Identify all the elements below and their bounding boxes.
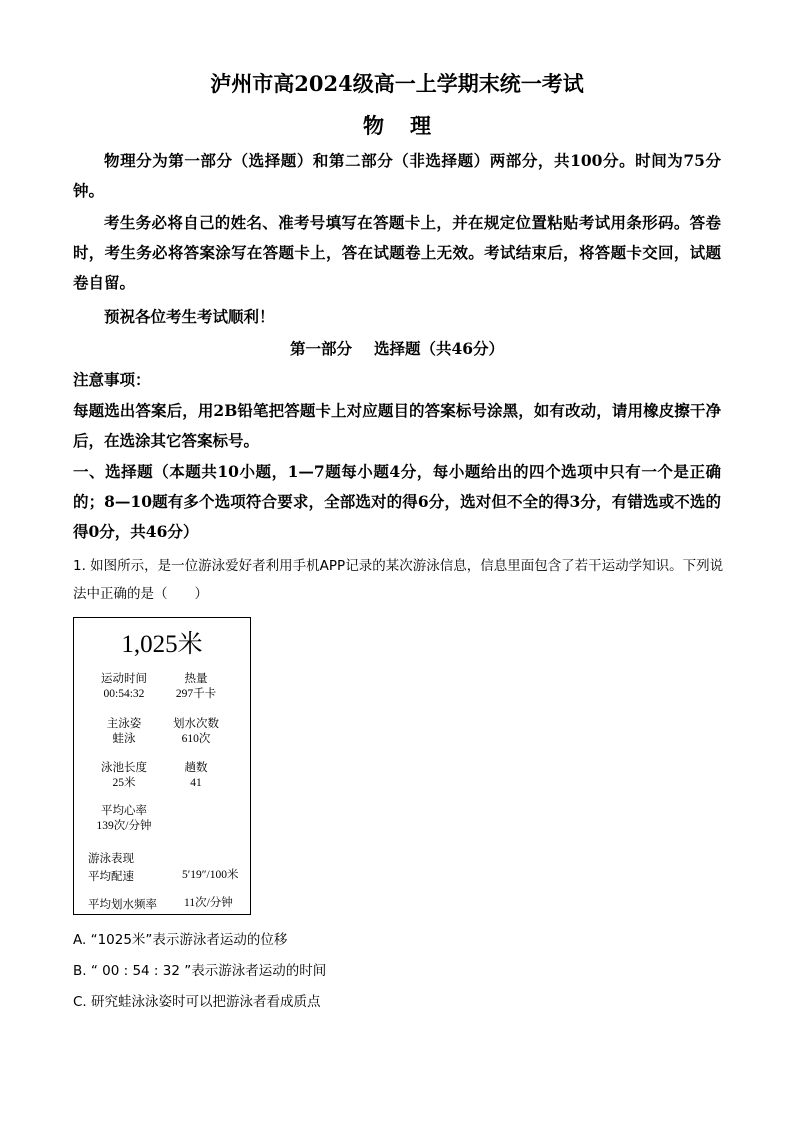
pace-value: 5′19″/100米 — [182, 869, 239, 881]
pool-label: 泳池长度 — [101, 762, 147, 774]
figure-stroke-count — [166, 717, 226, 747]
figure-calories — [166, 672, 226, 702]
part-one-instructions: 一、选择题（本题共10小题，1—7题每小题4分，每小题给出的四个选项中只有一个是正确的；8—10题有多个选项符合要求，全部选对的得6分，选对但不全的得3分，有错选或不选的得0分，共46分） — [73, 462, 721, 541]
notes-body: 每题选出答案后，用2B铅笔把答题卡上对应题目的答案标号涂黑，如有改动，请用橡皮擦干净后，在选涂其它答案标号。 — [73, 401, 721, 450]
option-c: C. 研究蛙泳泳姿时可以把游泳者看成质点 — [73, 994, 321, 1010]
pace-label: 平均配速 — [88, 871, 134, 883]
figure-laps — [166, 761, 226, 791]
stroke-count-value: 610次 — [181, 733, 211, 745]
calories-label: 热量 — [184, 673, 208, 685]
calories-value: 297千卡 — [175, 688, 217, 700]
section-heading-desc: 选择题（共46分） — [373, 339, 505, 358]
intro-paragraph-1: 物理分为第一部分（选择题）和第二部分（非选择题）两部分，共100分。时间为75分钟。 — [73, 151, 721, 200]
duration-value: 00:54:32 — [103, 688, 145, 700]
freq-value: 11次/分钟 — [184, 897, 233, 909]
duration-label: 运动时间 — [101, 673, 147, 685]
hr-value: 139次/分钟 — [96, 820, 152, 832]
option-b: B. “ 00 : 54 : 32 ”表示游泳者运动的时间 — [73, 963, 327, 979]
freq-label: 平均划水频率 — [88, 899, 157, 911]
intro-paragraph-2: 考生务必将自己的姓名、准考号填写在答题卡上，并在规定位置粘贴考试用条形码。答卷时，考生务必将答案涂写在答题卡上，答在试题卷上无效。考试结束后，将答题卡交回，试题卷自留。 — [73, 213, 721, 292]
figure-heart-rate — [88, 804, 160, 834]
stroke-count-label: 划水次数 — [173, 718, 219, 730]
figure-pool-length — [94, 761, 154, 791]
exam-title: 泸州市高2024级高一上学期末统一考试 — [210, 71, 584, 96]
figure-duration — [94, 672, 154, 702]
stroke-value: 蛙泳 — [112, 733, 136, 745]
pool-value: 25米 — [112, 777, 136, 789]
section-heading-part: 第一部分 — [289, 339, 352, 358]
figure-distance: 1,025米 — [121, 631, 203, 658]
swim-record-figure — [73, 617, 251, 915]
subject-title: 物理 — [363, 113, 457, 138]
notes-heading: 注意事项： — [73, 370, 151, 389]
section-heading — [0, 334, 794, 364]
question-1-stem: 1. 如图所示，是一位游泳爱好者利用手机APP记录的某次游泳信息，信息里面包含了若干运动学知识。下列说法中正确的是（ ） — [73, 558, 724, 602]
performance-label: 游泳表现 — [88, 853, 134, 865]
intro-paragraph-3: 预祝各位考生考试顺利！ — [104, 307, 275, 326]
figure-stroke — [94, 717, 154, 747]
hr-label: 平均心率 — [101, 805, 147, 817]
laps-label: 趟数 — [184, 762, 208, 774]
laps-value: 41 — [190, 777, 202, 789]
option-a: A. “1025米”表示游泳者运动的位移 — [73, 932, 288, 948]
stroke-label: 主泳姿 — [106, 718, 142, 730]
